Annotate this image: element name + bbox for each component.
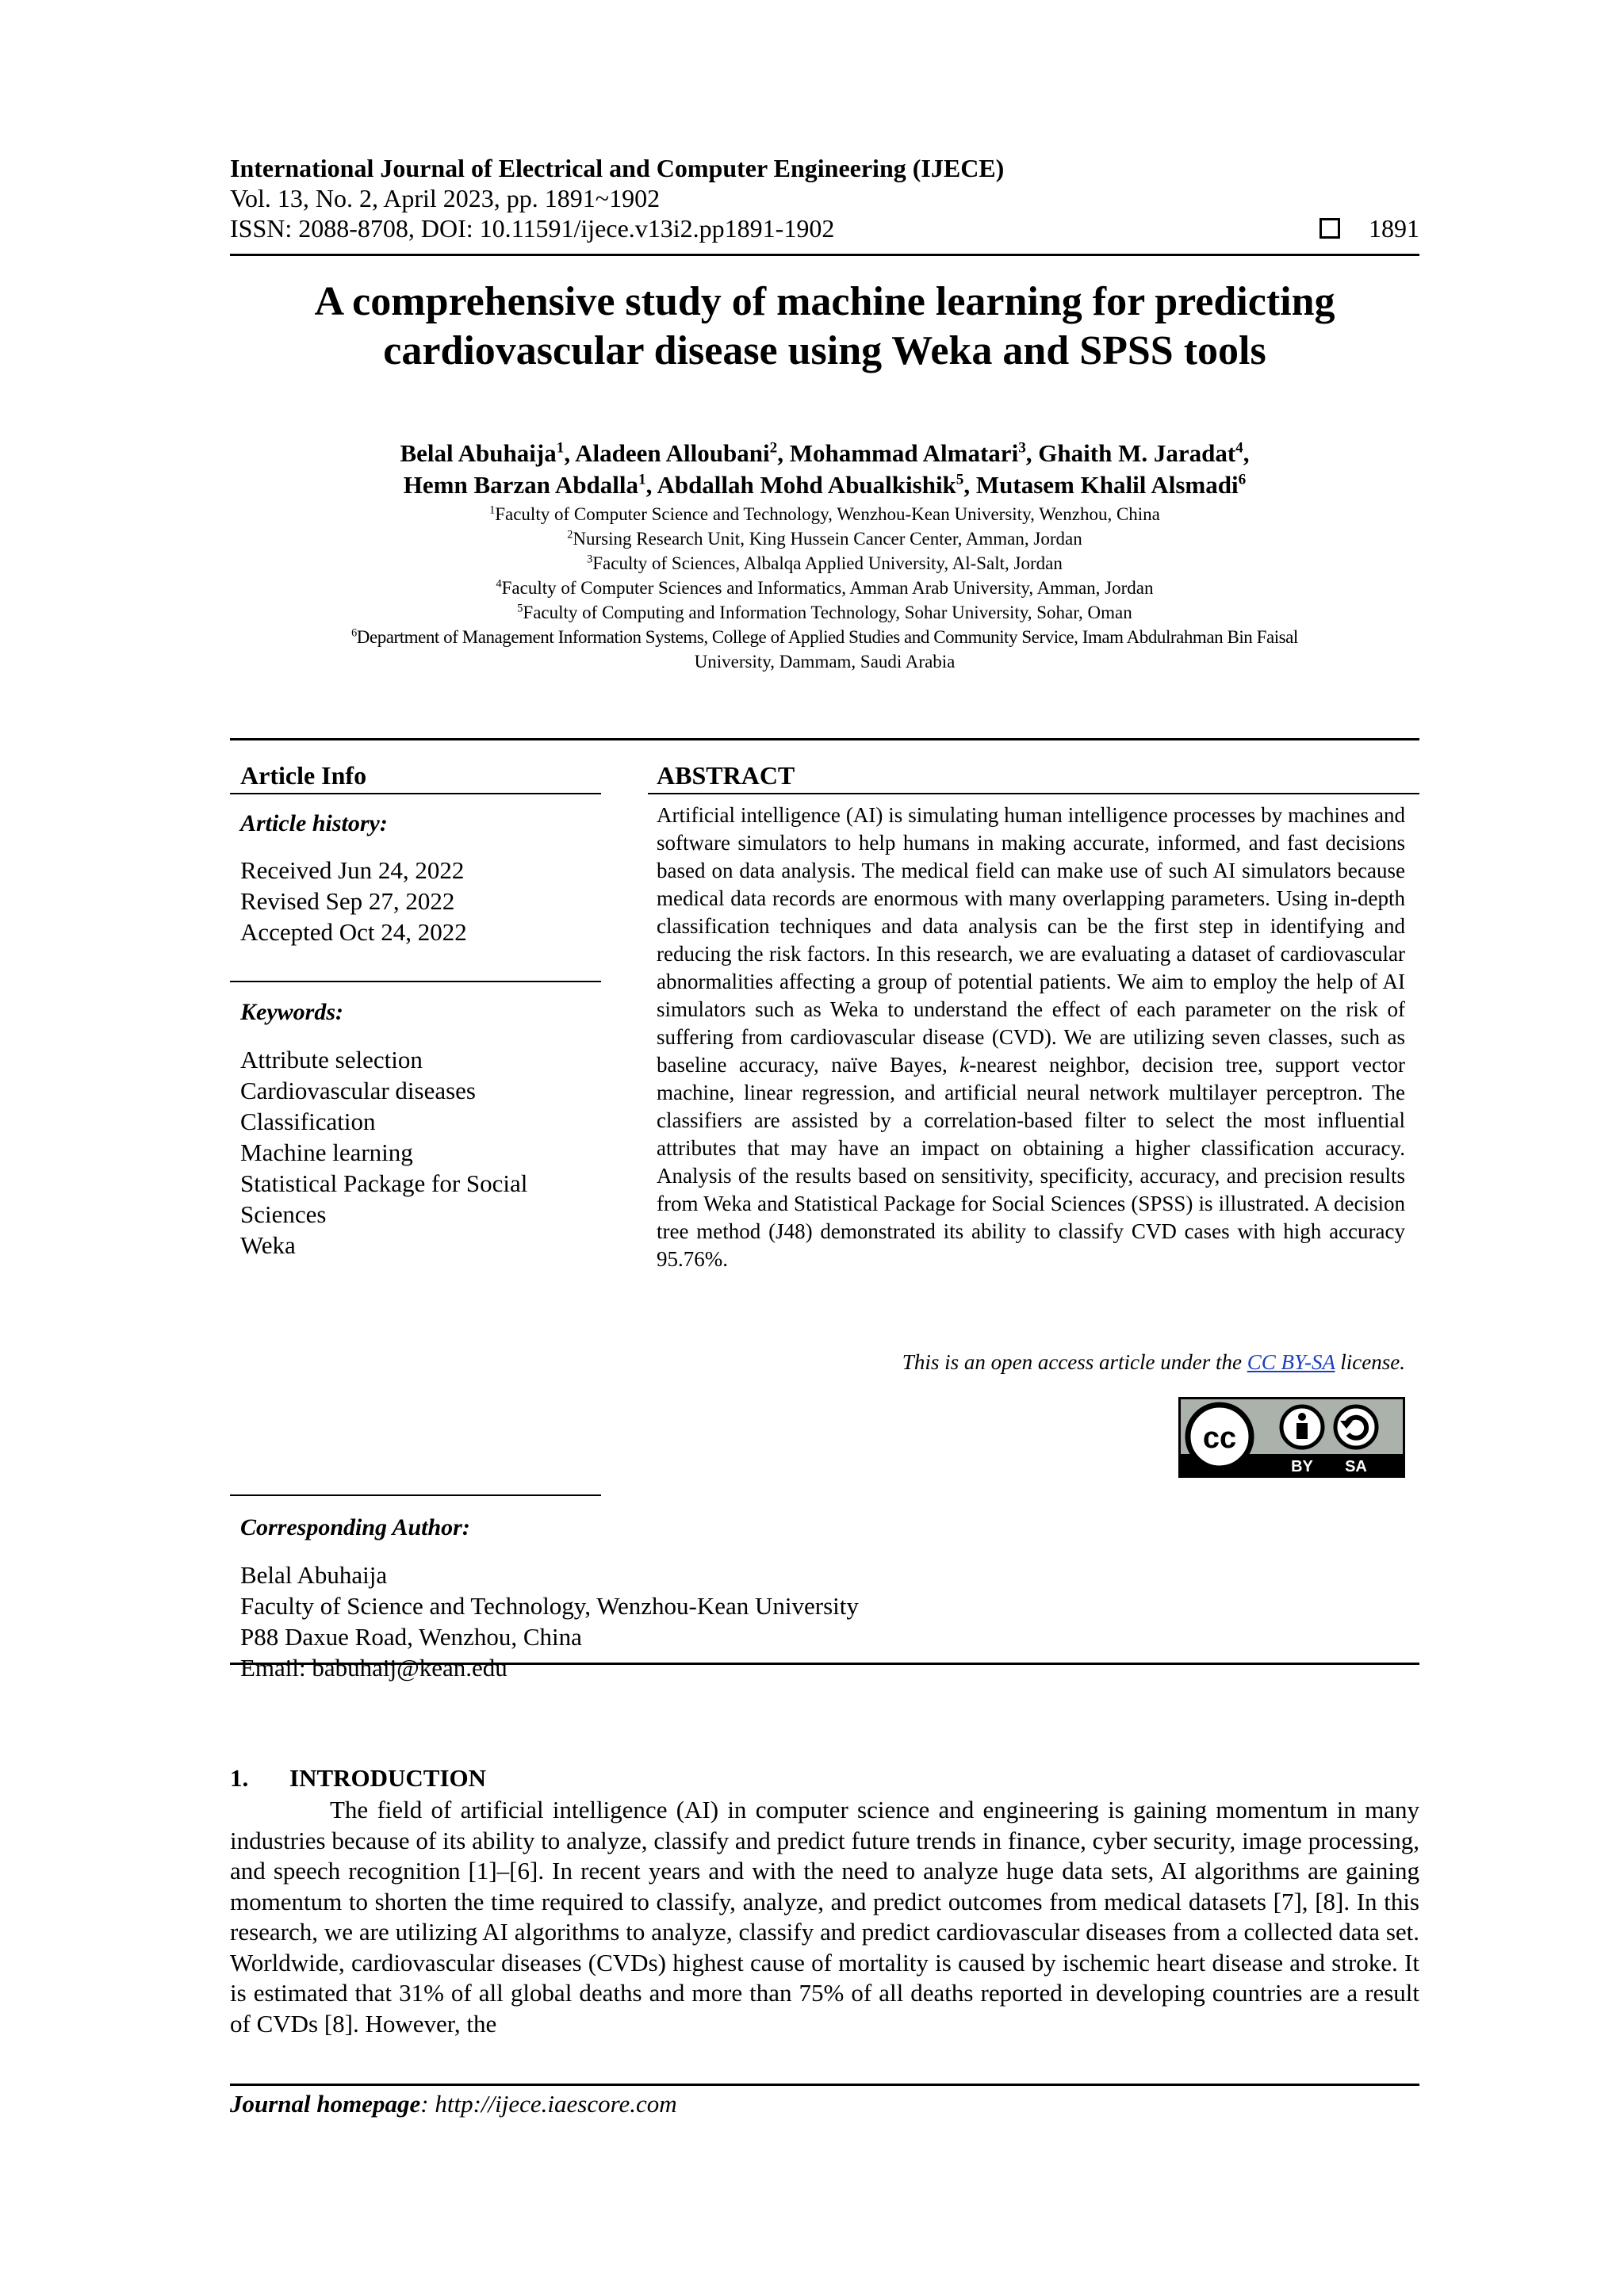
journal-name: International Journal of Electrical and Computer Engineering (IJECE) [230, 154, 1005, 182]
footer-rule [230, 2084, 1419, 2086]
keywords-heading: Keywords: [240, 999, 343, 1025]
badge-sa-label: SA [1345, 1458, 1367, 1475]
journal-volume: Vol. 13, No. 2, April 2023, pp. 1891~1902 [230, 184, 661, 212]
keyword: Classification [240, 1108, 376, 1135]
license-statement: This is an open access article under the CC BY-SA license. [902, 1350, 1405, 1374]
title-line-1: A comprehensive study of machine learning for predicting [314, 279, 1335, 324]
keyword: Attribute selection [240, 1046, 423, 1073]
author-sep: , [564, 439, 576, 467]
author-sup: 1 [556, 439, 565, 457]
keyword: Cardiovascular diseases [240, 1077, 476, 1104]
corresponding-rule [230, 1663, 1419, 1665]
author-name: Mutasem Khalil Alsmadi [975, 471, 1239, 499]
section-heading-introduction: 1. INTRODUCTION [230, 1764, 487, 1792]
author-sup: 4 [1235, 439, 1243, 457]
author-name: Aladeen Alloubani [575, 439, 770, 467]
author-sup: 2 [769, 439, 778, 457]
abstract-text: Artificial intelligence (AI) is simulating human intelligence processes by machines and software simulators to help humans in making accurate, informed, and fast decisions based on data analysis. The medical field can make use of such AI simulators because medical data records are enormous with many overlapping parameters. Using in-depth classification techniques and data analysis can be the first step in identifying and reducing the risk factors. In this research, we are evaluating a dataset of cardiovascular abnormalities affecting a group of potential patients. We aim to employ the help of AI simulators such as Weka to understand the effect of each parameter on the risk of suffering from cardiovascular disease (CVD). We are utilizing seven classes, such as baseline accuracy, naïve Bayes, k-nearest neighbor, decision tree, support vector machine, linear regression, and artificial neural network multilayer perceptron. The classifiers are assisted by a correlation-based filter to select the most influential attributes that may have an impact on obtaining a higher classification accuracy. Analysis of the results based on sensitivity, specificity, accuracy, and precision results from Weka and Statistical Package for Social Sciences (SPSS) is illustrated. A decision tree method (J48) demonstrated its ability to classify CVD cases with high accuracy 95.76%. [657, 803, 1405, 1271]
affiliation: $^6$Department of Management Information Systems, College of Applied Studies and Community Service, Imam Abdulrahman Bin Faisal [351, 626, 1298, 647]
keyword: Sciences [240, 1200, 327, 1228]
affiliation-list [230, 502, 1419, 674]
author-sep: , [777, 439, 790, 467]
author-sep: , [645, 471, 657, 499]
author-name: Hemn Barzan Abdalla [403, 471, 639, 499]
keyword: Weka [240, 1231, 296, 1259]
history-rule [230, 981, 601, 982]
author-sep: , [1243, 439, 1250, 467]
article-info-rule [230, 793, 601, 794]
journal-homepage: Journal homepage: http://ijece.iaescore.com [230, 2090, 677, 2118]
author-sup: 6 [1238, 471, 1247, 488]
keyword: Statistical Package for Social [240, 1169, 528, 1197]
abstract-heading: ABSTRACT [657, 761, 795, 790]
header-rule [230, 254, 1419, 256]
share-alike-icon [1335, 1406, 1377, 1448]
corresponding-email: Email: babuhaij@kean.edu [240, 1654, 508, 1682]
corresponding-address: P88 Daxue Road, Wenzhou, China [240, 1623, 582, 1651]
introduction-paragraph: The field of artificial intelligence (AI) in computer science and engineering is gaining momentum in many industries because of its ability to analyze, classify and predict future trends in finance, cyber security, image processing, and speech recognition [1]–[6]. In recent years and with the need to analyze huge data sets, AI algorithms are gaining momentum to shorten the time required to classify, analyze, and predict outcomes from medical datasets [7], [8]. In this research, we are utilizing AI algorithms to analyze, classify and predict cardiovascular diseases from a collected data set. Worldwide, cardiovascular diseases (CVDs) highest cause of mortality is caused by ischemic heart disease and stroke. It is estimated that 31% of all global deaths and more than 75% of all deaths reported in developing countries are a result of CVDs [8]. However, the [230, 1796, 1419, 2038]
cc-by-sa-badge[interactable] [1178, 1397, 1405, 1478]
badge-by-label: BY [1291, 1458, 1313, 1475]
history-received: Received Jun 24, 2022 [240, 856, 465, 884]
license-link[interactable]: CC BY-SA [1247, 1350, 1335, 1374]
affiliation: $^4$Faculty of Computer Sciences and Informatics, Amman Arab University, Amman, Jordan [496, 577, 1154, 598]
article-history-heading: Article history: [240, 810, 388, 836]
title-line-2: cardiovascular disease using Weka and SPSS tools [383, 328, 1266, 373]
attribution-icon [1281, 1406, 1323, 1448]
author-name: Belal Abuhaija [400, 439, 557, 467]
affiliation: $^1$Faculty of Computer Science and Technology, Wenzhou-Kean University, Wenzhou, China [489, 503, 1160, 524]
page-number: 1891 [1369, 214, 1419, 243]
corresponding-name: Belal Abuhaija [240, 1561, 388, 1589]
history-accepted: Accepted Oct 24, 2022 [240, 918, 467, 946]
author-sup: 3 [1018, 439, 1026, 457]
author-sep: , [963, 471, 976, 499]
author-sup: 5 [956, 471, 964, 488]
paper-title [230, 277, 1419, 376]
author-name: Ghaith M. Jaradat [1038, 439, 1236, 467]
journal-issn-doi: ISSN: 2088-8708, DOI: 10.11591/ijece.v13i2.pp1891-1902 [230, 214, 835, 243]
corresponding-affiliation: Faculty of Science and Technology, Wenzhou-Kean University [240, 1592, 859, 1620]
article-info-heading: Article Info [240, 761, 367, 790]
affiliation: University, Dammam, Saudi Arabia [694, 652, 956, 672]
square-box-icon [1320, 218, 1340, 239]
author-sep: , [1025, 439, 1039, 467]
info-top-rule [230, 738, 1419, 740]
keywords-rule [230, 1494, 601, 1496]
keywords-list [240, 1044, 601, 1261]
author-sup: 1 [638, 471, 646, 488]
journal-homepage-url[interactable]: : http://ijece.iaescore.com [420, 2090, 677, 2118]
author-name: Abdallah Mohd Abualkishik [657, 471, 956, 499]
article-history [240, 855, 601, 947]
svg-text:cc: cc [1202, 1422, 1237, 1455]
keyword: Machine learning [240, 1138, 413, 1166]
corresponding-heading: Corresponding Author: [240, 1514, 470, 1540]
author-name: Mohammad Almatari [789, 439, 1019, 467]
abstract-rule [648, 793, 1419, 794]
journal-header [230, 153, 1419, 243]
affiliation: $^2$Nursing Research Unit, King Hussein Cancer Center, Amman, Jordan [567, 528, 1082, 549]
author-list [230, 438, 1419, 501]
cc-icon [1188, 1405, 1251, 1468]
affiliation: $^3$Faculty of Sciences, Albalqa Applied University, Al-Salt, Jordan [587, 553, 1063, 573]
history-revised: Revised Sep 27, 2022 [240, 887, 455, 915]
affiliation: $^5$Faculty of Computing and Information Technology, Sohar University, Sohar, Oman [517, 602, 1132, 622]
